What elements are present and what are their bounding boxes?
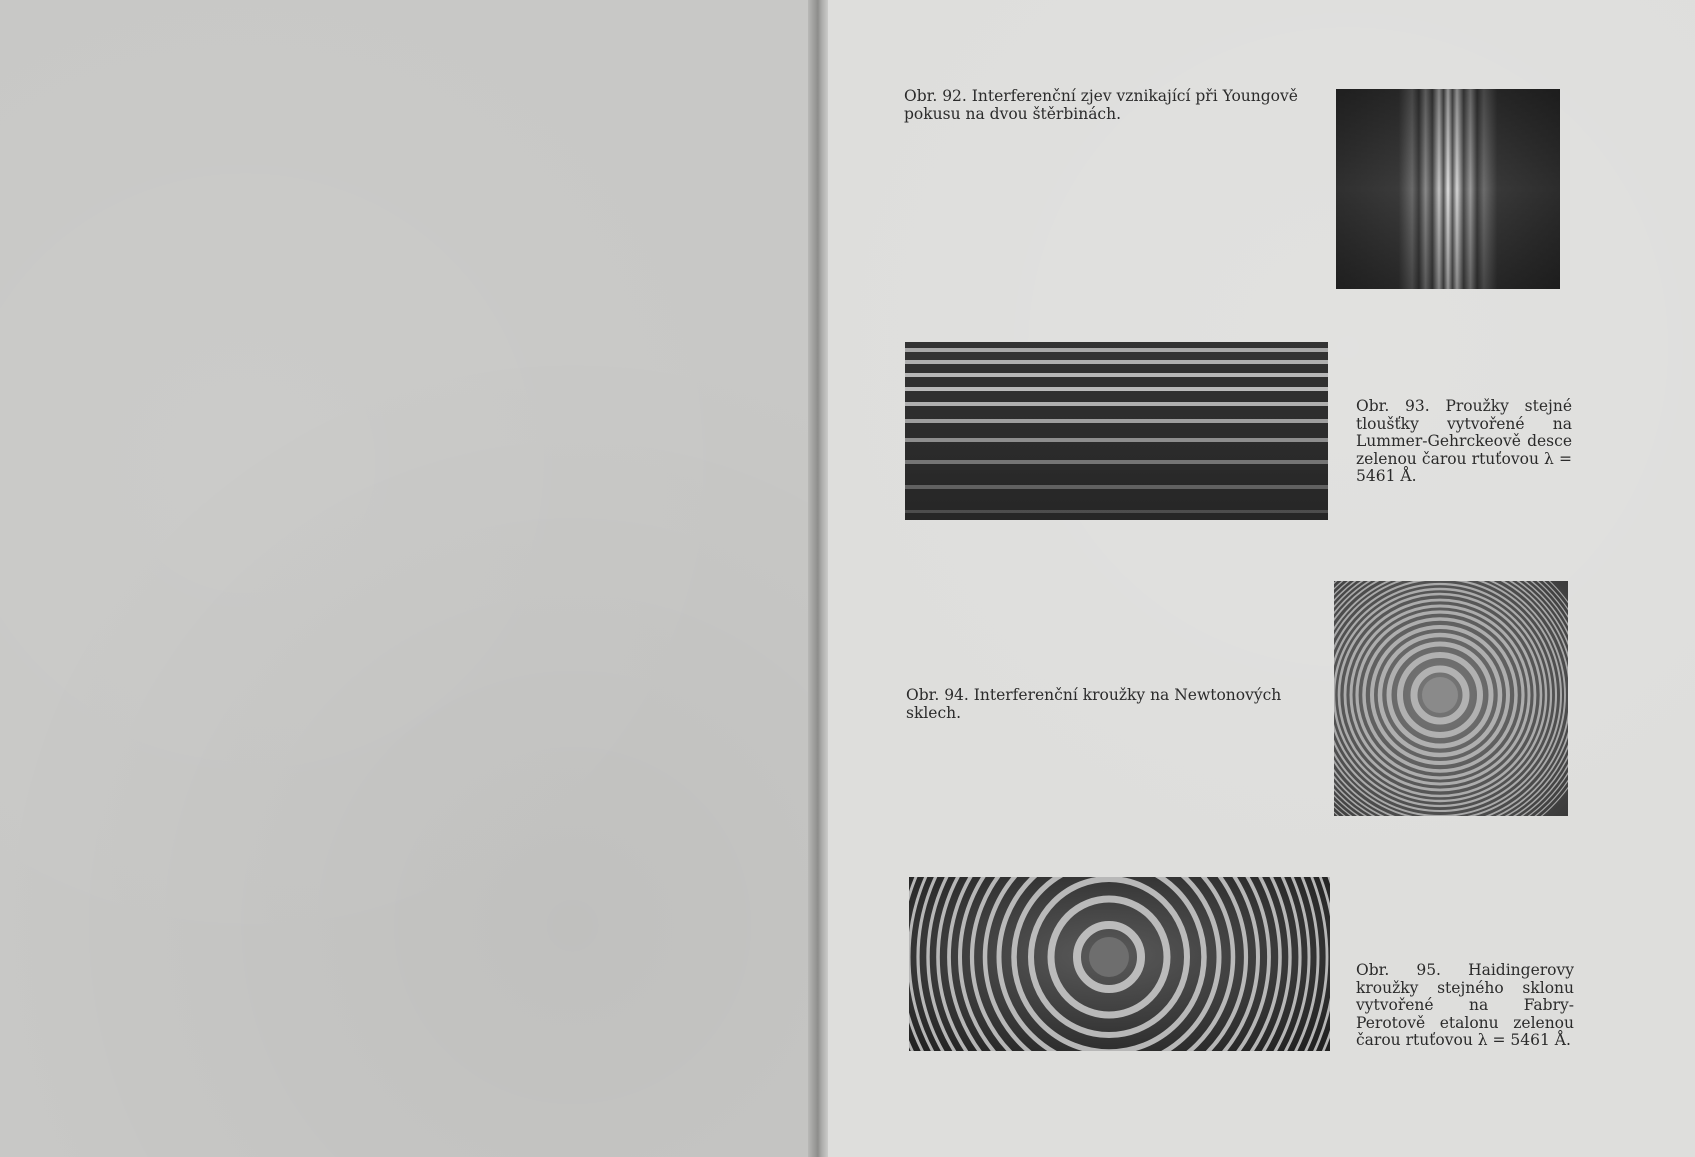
figure-94-newton-rings xyxy=(1334,581,1568,816)
caption-fig-95: Obr. 95. Haidingerovy kroužky stejného sklonu vytvořené na Fabry-Perotově etalonu zelenou čarou rtuťovou λ = 5461 Å. xyxy=(1356,961,1574,1049)
book-gutter xyxy=(808,0,830,1157)
caption-fig-93: Obr. 93. Proužky stejné tloušťky vytvořené na Lummer-Gehrckeově desce zelenou čarou rtuťovou λ = 5461 Å. xyxy=(1356,397,1572,485)
newton-rings-image xyxy=(1334,581,1568,816)
caption-fig-94: Obr. 94. Interferenční kroužky na Newtonových sklech. xyxy=(906,686,1282,722)
caption-fig-92: Obr. 92. Interferenční zjev vznikající při Youngově pokusu na dvou štěrbinách. xyxy=(904,87,1298,123)
haidinger-fringes-image xyxy=(909,877,1330,1051)
young-fringes-image xyxy=(1336,89,1560,289)
figure-93-lummer-gehrcke-fringes xyxy=(905,342,1328,520)
figure-95-haidinger-fringes xyxy=(909,877,1330,1051)
left-page-blank xyxy=(0,0,818,1157)
figure-92-young-fringes xyxy=(1336,89,1560,289)
lummer-gehrcke-image xyxy=(905,342,1328,520)
